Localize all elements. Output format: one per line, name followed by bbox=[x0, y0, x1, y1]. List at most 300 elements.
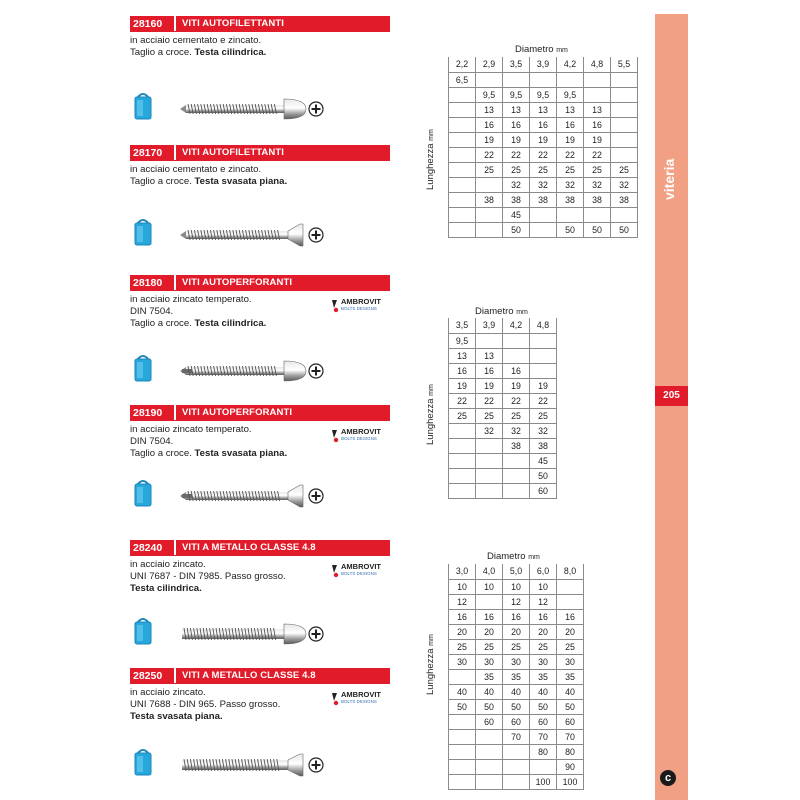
table-row bbox=[449, 654, 584, 669]
length-cell: 38 bbox=[503, 192, 530, 207]
length-cell: 19 bbox=[530, 132, 557, 147]
table-row bbox=[449, 744, 584, 759]
product-header bbox=[130, 668, 390, 684]
length-cell: 25 bbox=[530, 162, 557, 177]
table-row bbox=[449, 348, 557, 363]
length-cell bbox=[530, 363, 557, 378]
length-cell: 30 bbox=[476, 654, 503, 669]
packaging-box-icon bbox=[133, 353, 153, 388]
length-cell bbox=[449, 714, 476, 729]
length-cell bbox=[449, 729, 476, 744]
length-cell bbox=[476, 468, 503, 483]
length-cell: 16 bbox=[557, 609, 584, 624]
length-cell: 22 bbox=[584, 147, 611, 162]
table-row bbox=[449, 222, 638, 237]
description-line: in acciaio zincato temperato. bbox=[130, 424, 252, 435]
size-table bbox=[448, 57, 638, 238]
product-code: 28190 bbox=[130, 405, 174, 421]
length-cell: 22 bbox=[530, 393, 557, 408]
length-cell: 32 bbox=[530, 177, 557, 192]
length-cell: 35 bbox=[530, 669, 557, 684]
length-cell bbox=[449, 162, 476, 177]
table-row bbox=[449, 759, 584, 774]
length-cell: 70 bbox=[530, 729, 557, 744]
length-cell bbox=[530, 222, 557, 237]
table-row bbox=[449, 162, 638, 177]
screw-image bbox=[180, 483, 310, 514]
length-cell: 25 bbox=[449, 408, 476, 423]
packaging-box-icon bbox=[133, 91, 153, 126]
length-cell bbox=[476, 222, 503, 237]
length-cell bbox=[530, 207, 557, 222]
length-cell: 9,5 bbox=[449, 333, 476, 348]
length-cell: 32 bbox=[476, 423, 503, 438]
screw-image bbox=[180, 621, 310, 652]
length-cell: 22 bbox=[476, 147, 503, 162]
length-cell bbox=[449, 453, 476, 468]
length-cell bbox=[449, 483, 476, 498]
diameter-header-cell: 4,0 bbox=[476, 564, 503, 579]
length-cell: 100 bbox=[530, 774, 557, 789]
length-cell bbox=[584, 72, 611, 87]
description-line-final bbox=[130, 448, 390, 460]
table-row bbox=[449, 609, 584, 624]
length-cell bbox=[449, 207, 476, 222]
diameter-header-cell: 3,5 bbox=[449, 318, 476, 333]
description-line: Taglio a croce. bbox=[130, 47, 195, 58]
packaging-box-icon bbox=[133, 747, 153, 782]
length-cell: 16 bbox=[530, 609, 557, 624]
description-line: Taglio a croce. bbox=[130, 176, 195, 187]
length-cell: 22 bbox=[476, 393, 503, 408]
length-cell: 12 bbox=[530, 594, 557, 609]
table-row bbox=[449, 684, 584, 699]
length-cell: 50 bbox=[503, 222, 530, 237]
length-cell bbox=[476, 453, 503, 468]
length-cell: 19 bbox=[530, 378, 557, 393]
table-row-title bbox=[425, 384, 436, 445]
brand-name: AMBROVIT bbox=[341, 690, 381, 699]
length-cell: 32 bbox=[503, 423, 530, 438]
cross-drive-icon bbox=[308, 626, 324, 647]
length-cell: 25 bbox=[476, 639, 503, 654]
length-cell: 19 bbox=[503, 132, 530, 147]
packaging-box-icon bbox=[133, 616, 153, 651]
length-cell: 19 bbox=[557, 132, 584, 147]
length-cell bbox=[476, 729, 503, 744]
length-cell bbox=[449, 438, 476, 453]
length-cell: 35 bbox=[476, 669, 503, 684]
table-row bbox=[449, 453, 557, 468]
length-cell: 20 bbox=[503, 624, 530, 639]
length-cell: 60 bbox=[557, 714, 584, 729]
page-number: 205 bbox=[655, 386, 688, 406]
length-cell: 10 bbox=[530, 579, 557, 594]
length-cell bbox=[449, 759, 476, 774]
length-cell bbox=[557, 579, 584, 594]
brand-tagline: BOLTS DESIGNS bbox=[341, 571, 377, 576]
length-cell bbox=[530, 72, 557, 87]
length-cell bbox=[530, 348, 557, 363]
length-cell: 22 bbox=[557, 147, 584, 162]
brand-tagline: BOLTS DESIGNS bbox=[341, 699, 377, 704]
length-cell: 20 bbox=[449, 624, 476, 639]
description-line: Taglio a croce. bbox=[130, 448, 195, 459]
diameter-header-cell: 6,0 bbox=[530, 564, 557, 579]
length-cell: 19 bbox=[476, 378, 503, 393]
length-label: Lunghezza bbox=[425, 395, 436, 445]
description-line-final bbox=[130, 318, 390, 330]
length-cell: 25 bbox=[503, 639, 530, 654]
length-cell bbox=[449, 87, 476, 102]
product-header bbox=[130, 540, 390, 556]
table-row bbox=[449, 87, 638, 102]
length-cell bbox=[503, 468, 530, 483]
diameter-header-cell: 2,9 bbox=[476, 57, 503, 72]
product-code: 28250 bbox=[130, 668, 174, 684]
screw-image bbox=[180, 222, 310, 253]
length-cell bbox=[476, 744, 503, 759]
diameter-header-cell: 4,2 bbox=[503, 318, 530, 333]
length-cell: 70 bbox=[557, 729, 584, 744]
length-cell: 16 bbox=[476, 363, 503, 378]
length-cell: 25 bbox=[530, 408, 557, 423]
length-cell: 19 bbox=[503, 378, 530, 393]
brand-logo bbox=[331, 689, 381, 707]
product-title: VITI AUTOPERFORANTI bbox=[176, 405, 390, 421]
length-cell: 38 bbox=[557, 192, 584, 207]
product-28170 bbox=[130, 145, 390, 188]
product-description bbox=[130, 35, 390, 59]
diameter-header-cell: 4,8 bbox=[584, 57, 611, 72]
product-header bbox=[130, 275, 390, 291]
description-line: DIN 7504. bbox=[130, 306, 174, 317]
diameter-unit: mm bbox=[556, 47, 568, 54]
diameter-label: Diametro bbox=[515, 44, 557, 55]
length-cell bbox=[557, 207, 584, 222]
table-column-title bbox=[475, 306, 528, 317]
length-cell bbox=[503, 348, 530, 363]
length-cell: 22 bbox=[449, 393, 476, 408]
description-line: in acciaio zincato. bbox=[130, 559, 206, 570]
length-cell bbox=[503, 333, 530, 348]
product-title: VITI A METALLO CLASSE 4.8 bbox=[176, 540, 390, 556]
description-line: in acciaio cementato e zincato. bbox=[130, 35, 262, 46]
diameter-header-cell: 8,0 bbox=[557, 564, 584, 579]
length-cell bbox=[449, 744, 476, 759]
diameter-header-cell: 4,8 bbox=[530, 318, 557, 333]
length-cell: 16 bbox=[503, 117, 530, 132]
table-row bbox=[449, 699, 584, 714]
table-row bbox=[449, 393, 557, 408]
table-row bbox=[449, 639, 584, 654]
product-28160 bbox=[130, 16, 390, 59]
length-cell: 16 bbox=[476, 117, 503, 132]
length-cell: 50 bbox=[557, 222, 584, 237]
description-line: UNI 7688 - DIN 965. Passo grosso. bbox=[130, 699, 281, 710]
length-cell: 16 bbox=[449, 363, 476, 378]
table-row bbox=[449, 669, 584, 684]
length-cell: 16 bbox=[557, 117, 584, 132]
table-row-title bbox=[425, 129, 436, 190]
length-cell: 13 bbox=[584, 102, 611, 117]
length-cell: 25 bbox=[476, 408, 503, 423]
length-cell: 38 bbox=[530, 192, 557, 207]
length-cell: 50 bbox=[503, 699, 530, 714]
length-cell bbox=[503, 483, 530, 498]
length-label: Lunghezza bbox=[425, 140, 436, 190]
length-cell: 30 bbox=[449, 654, 476, 669]
product-code: 28240 bbox=[130, 540, 174, 556]
table-row bbox=[449, 408, 557, 423]
table-row bbox=[449, 363, 557, 378]
length-cell: 9,5 bbox=[557, 87, 584, 102]
cross-drive-icon bbox=[308, 227, 324, 248]
length-cell bbox=[476, 207, 503, 222]
brand-logo bbox=[331, 426, 381, 444]
length-cell: 32 bbox=[530, 423, 557, 438]
description-line: UNI 7687 - DIN 7985. Passo grosso. bbox=[130, 571, 286, 582]
diameter-header-cell: 3,0 bbox=[449, 564, 476, 579]
table-row bbox=[449, 102, 638, 117]
length-cell bbox=[503, 72, 530, 87]
table-row bbox=[449, 132, 638, 147]
length-cell: 20 bbox=[557, 624, 584, 639]
length-cell: 25 bbox=[611, 162, 638, 177]
packaging-box-icon bbox=[133, 217, 153, 252]
length-cell: 22 bbox=[503, 393, 530, 408]
head-type: Testa svasata piana. bbox=[194, 448, 288, 459]
length-cell: 10 bbox=[503, 579, 530, 594]
length-cell: 80 bbox=[530, 744, 557, 759]
cross-drive-icon bbox=[308, 757, 324, 778]
length-cell bbox=[503, 453, 530, 468]
diameter-header-cell: 5,5 bbox=[611, 57, 638, 72]
table-row bbox=[449, 774, 584, 789]
length-cell: 12 bbox=[503, 594, 530, 609]
length-cell: 50 bbox=[449, 699, 476, 714]
cross-drive-icon bbox=[308, 363, 324, 384]
length-cell: 35 bbox=[557, 669, 584, 684]
length-cell: 32 bbox=[611, 177, 638, 192]
length-cell: 60 bbox=[503, 714, 530, 729]
table-row bbox=[449, 468, 557, 483]
length-cell: 38 bbox=[530, 438, 557, 453]
length-cell: 50 bbox=[530, 699, 557, 714]
length-cell: 40 bbox=[530, 684, 557, 699]
screw-image bbox=[180, 358, 310, 389]
head-type: Testa svasata piana. bbox=[130, 711, 223, 722]
diameter-label: Diametro bbox=[487, 551, 529, 562]
description-line-final bbox=[130, 47, 390, 59]
length-cell: 38 bbox=[503, 438, 530, 453]
table-row bbox=[449, 579, 584, 594]
table-row bbox=[449, 423, 557, 438]
length-cell bbox=[449, 132, 476, 147]
cross-drive-icon bbox=[308, 101, 324, 122]
length-cell bbox=[449, 177, 476, 192]
screw-image bbox=[180, 752, 310, 783]
cross-drive-icon bbox=[308, 488, 324, 509]
table-row bbox=[449, 378, 557, 393]
length-cell bbox=[611, 147, 638, 162]
length-cell bbox=[557, 594, 584, 609]
size-table bbox=[448, 564, 584, 790]
length-cell bbox=[611, 87, 638, 102]
description-line: in acciaio zincato temperato. bbox=[130, 294, 252, 305]
product-code: 28170 bbox=[130, 145, 174, 161]
description-line: in acciaio zincato. bbox=[130, 687, 206, 698]
brand-logo bbox=[331, 561, 381, 579]
length-cell bbox=[449, 774, 476, 789]
length-cell: 13 bbox=[476, 102, 503, 117]
length-cell bbox=[449, 222, 476, 237]
side-band bbox=[655, 14, 688, 800]
diameter-label: Diametro bbox=[475, 306, 517, 317]
product-title: VITI AUTOFILETTANTI bbox=[176, 16, 390, 32]
length-cell bbox=[557, 72, 584, 87]
length-cell: 6,5 bbox=[449, 72, 476, 87]
table-row bbox=[449, 207, 638, 222]
screw-image bbox=[180, 96, 310, 127]
length-cell: 25 bbox=[476, 162, 503, 177]
length-cell: 19 bbox=[584, 132, 611, 147]
length-cell: 25 bbox=[449, 639, 476, 654]
length-cell: 13 bbox=[449, 348, 476, 363]
length-cell: 60 bbox=[530, 714, 557, 729]
length-unit: mm bbox=[428, 634, 435, 646]
product-code: 28160 bbox=[130, 16, 174, 32]
length-cell bbox=[449, 423, 476, 438]
diameter-header-cell: 3,9 bbox=[530, 57, 557, 72]
length-cell: 13 bbox=[557, 102, 584, 117]
size-table bbox=[448, 318, 557, 499]
packaging-box-icon bbox=[133, 478, 153, 513]
diameter-header-cell: 3,5 bbox=[503, 57, 530, 72]
length-cell: 30 bbox=[530, 654, 557, 669]
brand-name: AMBROVIT bbox=[341, 297, 381, 306]
length-cell: 25 bbox=[503, 408, 530, 423]
length-cell: 16 bbox=[503, 609, 530, 624]
brand-name: AMBROVIT bbox=[341, 562, 381, 571]
table-row bbox=[449, 438, 557, 453]
length-cell: 32 bbox=[584, 177, 611, 192]
brand-tagline: BOLTS DESIGNS bbox=[341, 306, 377, 311]
length-cell: 20 bbox=[476, 624, 503, 639]
diameter-unit: mm bbox=[528, 554, 540, 561]
table-column-title bbox=[487, 551, 540, 562]
length-cell: 45 bbox=[530, 453, 557, 468]
length-cell: 16 bbox=[584, 117, 611, 132]
length-cell: 25 bbox=[530, 639, 557, 654]
table-header-row bbox=[449, 564, 584, 579]
length-cell: 10 bbox=[449, 579, 476, 594]
publisher-logo-icon: c bbox=[660, 770, 676, 786]
length-cell bbox=[476, 759, 503, 774]
table-row bbox=[449, 147, 638, 162]
table-row bbox=[449, 483, 557, 498]
length-cell: 100 bbox=[557, 774, 584, 789]
table-row bbox=[449, 594, 584, 609]
length-cell: 40 bbox=[476, 684, 503, 699]
product-header bbox=[130, 405, 390, 421]
length-cell: 16 bbox=[449, 609, 476, 624]
length-cell bbox=[530, 333, 557, 348]
length-label: Lunghezza bbox=[425, 645, 436, 695]
product-code: 28180 bbox=[130, 275, 174, 291]
length-cell bbox=[503, 744, 530, 759]
head-type: Testa cilindrica. bbox=[194, 47, 267, 58]
length-cell: 22 bbox=[503, 147, 530, 162]
table-row bbox=[449, 624, 584, 639]
product-title: VITI A METALLO CLASSE 4.8 bbox=[176, 668, 390, 684]
length-unit: mm bbox=[428, 129, 435, 141]
length-cell: 35 bbox=[503, 669, 530, 684]
head-type: Testa svasata piana. bbox=[194, 176, 288, 187]
length-cell: 12 bbox=[449, 594, 476, 609]
length-cell bbox=[503, 759, 530, 774]
length-cell: 16 bbox=[476, 609, 503, 624]
length-cell bbox=[449, 102, 476, 117]
length-cell: 80 bbox=[557, 744, 584, 759]
length-cell bbox=[449, 468, 476, 483]
head-type: Testa cilindrica. bbox=[194, 318, 267, 329]
brand-logo bbox=[331, 296, 381, 314]
length-cell: 50 bbox=[584, 222, 611, 237]
table-row bbox=[449, 177, 638, 192]
length-cell: 9,5 bbox=[503, 87, 530, 102]
product-title: VITI AUTOPERFORANTI bbox=[176, 275, 390, 291]
brand-name: AMBROVIT bbox=[341, 427, 381, 436]
length-cell: 40 bbox=[557, 684, 584, 699]
product-description bbox=[130, 164, 390, 188]
length-cell bbox=[503, 774, 530, 789]
length-cell: 16 bbox=[503, 363, 530, 378]
length-cell bbox=[449, 192, 476, 207]
length-cell bbox=[584, 87, 611, 102]
length-cell: 13 bbox=[476, 348, 503, 363]
length-cell: 25 bbox=[584, 162, 611, 177]
length-cell: 30 bbox=[503, 654, 530, 669]
table-header-row bbox=[449, 318, 557, 333]
length-cell: 50 bbox=[476, 699, 503, 714]
length-cell bbox=[611, 102, 638, 117]
length-cell: 70 bbox=[503, 729, 530, 744]
length-cell: 32 bbox=[557, 177, 584, 192]
length-cell: 32 bbox=[503, 177, 530, 192]
description-line: Taglio a croce. bbox=[130, 318, 195, 329]
diameter-header-cell: 2,2 bbox=[449, 57, 476, 72]
description-line: DIN 7504. bbox=[130, 436, 174, 447]
length-cell: 50 bbox=[530, 468, 557, 483]
table-row bbox=[449, 192, 638, 207]
length-cell bbox=[449, 669, 476, 684]
length-cell bbox=[530, 759, 557, 774]
table-row bbox=[449, 117, 638, 132]
length-cell: 9,5 bbox=[530, 87, 557, 102]
length-cell: 38 bbox=[611, 192, 638, 207]
length-cell: 22 bbox=[530, 147, 557, 162]
table-row bbox=[449, 72, 638, 87]
length-cell: 50 bbox=[557, 699, 584, 714]
length-cell: 60 bbox=[530, 483, 557, 498]
length-cell bbox=[476, 72, 503, 87]
length-cell bbox=[476, 438, 503, 453]
table-row-title bbox=[425, 634, 436, 695]
length-cell: 10 bbox=[476, 579, 503, 594]
length-cell: 60 bbox=[476, 714, 503, 729]
length-cell: 13 bbox=[503, 102, 530, 117]
